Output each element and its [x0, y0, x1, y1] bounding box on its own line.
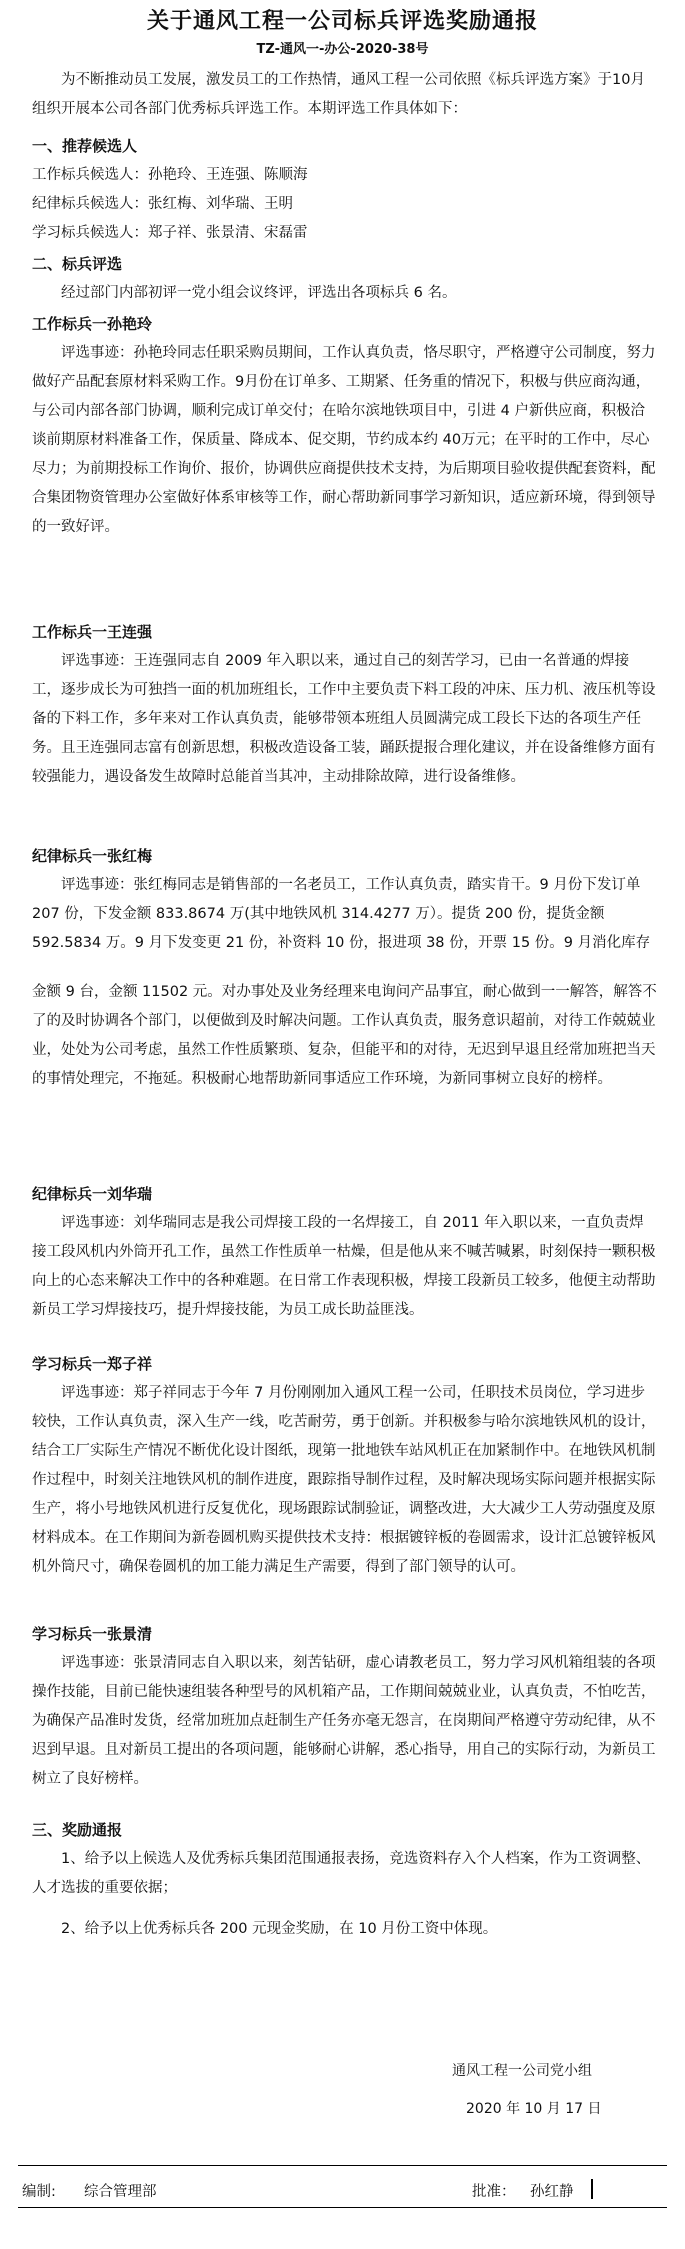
model-text-part2: 金额 9 台，金额 11502 元。对办事处及业务经理来电询问产品事宜，耐心做到一一解答，解答不了的及时协调各个部门，以便做到及时解决问题。工作认真负责，服务意识超前，对待工作兢兢业业，处处为公司考虑，虽然工作性质繁琐、复杂，但能平和的对待，无迟到早退且经常加班把当天的事情处理完，不拖延。积极耐心地帮助新同事适应工作环境，为新同事树立良好的榜样。 [32, 984, 657, 1087]
footer-editor-label: 编制: [22, 2184, 56, 2200]
text-cursor [591, 2179, 593, 2199]
section-candidates [32, 132, 658, 248]
section-selection [32, 250, 658, 308]
section-heading: 二、标兵评选 [32, 255, 123, 273]
discipline-model-1 [32, 842, 658, 958]
model-title: 学习标兵一郑子祥 [32, 1355, 153, 1373]
signature-date: 2020 年 10 月 17 日 [466, 2101, 602, 2117]
reward-item-2: 2、给予以上优秀标兵各 200 元现金奖励，在 10 月份工资中体现。 [61, 1921, 498, 1937]
reward-item-1: 1、给予以上候选人及优秀标兵集团范围通报表扬，竞选资料存入个人档案，作为工资调整、人才选拔的重要依据； [32, 1851, 651, 1896]
signature-org: 通风工程一公司党小组 [452, 2063, 592, 2079]
section-heading: 三、奖励通报 [32, 1821, 123, 1839]
footer-approver-label: 批准： [472, 2184, 516, 2200]
model-text: 评选事迹：王连强同志自 2009 年入职以来，通过自己的刻苦学习，已由一名普通的焊接工，逐步成长为可独挡一面的机加班组长，工作中主要负责下料工段的冲床、压力机、液压机等设备的下料工作，多年来对工作认真负责，能够带领本班组人员圆满完成工段长下达的各项生产任务。且王连强同志富有创新思想，积极改造设备工装，踊跃提报合理化建议，并在设备维修方面有较强能力，遇设备发生故障时总能首当其冲，主动排除故障，进行设备维修。 [32, 653, 656, 785]
footer-editor-value: 综合管理部 [84, 2184, 157, 2200]
candidates-discipline: 纪律标兵候选人：张红梅、刘华瑞、王明 [32, 196, 293, 212]
discipline-model-2 [32, 1180, 658, 1325]
section-rewards [32, 1816, 658, 1903]
model-text-part1: 评选事迹：张红梅同志是销售部的一名老员工，工作认真负责，踏实肯干。9 月份下发订单 207 份，下发金额 833.8674 万(其中地铁风机 314.4277 万）。提货 200 份，提货金额 592.5834 万。9 月下发变更 21 份，补资料 10 份，报进项 38 份，开票 15 份。9 月消化库存 [32, 877, 651, 951]
model-title: 工作标兵一王连强 [32, 623, 153, 641]
work-model-2 [32, 618, 658, 792]
study-model-1 [32, 1350, 658, 1582]
work-model-1 [32, 310, 658, 542]
intro-block [32, 66, 658, 124]
model-title: 工作标兵一孙艳玲 [32, 315, 153, 333]
model-text: 评选事迹：刘华瑞同志是我公司焊接工段的一名焊接工，自 2011 年入职以来，一直负责焊接工段风机内外筒开孔工作，虽然工作性质单一枯燥，但是他从来不喊苦喊累，时刻保持一颗积极向上的心态来解决工作中的各种难题。在日常工作表现积极，焊接工段新员工较多，他便主动帮助新员工学习焊接技巧，提升焊接技能，为员工成长助益匪浅。 [32, 1215, 656, 1318]
model-text: 评选事迹：张景清同志自入职以来，刻苦钻研，虚心请教老员工，努力学习风机箱组装的各项操作技能，目前已能快速组装各种型号的风机箱产品，工作期间兢兢业业，认真负责，不怕吃苦，为确保产品准时发货，经常加班加点赶制生产任务亦毫无怨言，在岗期间严格遵守劳动纪律，从不迟到早退。且对新员工提出的各项问题，能够耐心讲解，悉心指导，用自己的实际行动，为新员工树立了良好榜样。 [32, 1655, 656, 1787]
footer-approver-value: 孙红静 [530, 2184, 574, 2200]
model-text: 评选事迹：郑子祥同志于今年 7 月份刚刚加入通风工程一公司，任职技术员岗位，学习进步较快，工作认真负责，深入生产一线，吃苦耐劳，勇于创新。并积极参与哈尔滨地铁风机的设计，结合工厂实际生产情况不断优化设计图纸，现第一批地铁车站风机正在加紧制作中。在地铁风机制作过程中，时刻关注地铁风机的制作进度，跟踪指导制作过程，及时解决现场实际问题并根据实际生产，将小号地铁风机进行反复优化，现场跟踪试制验证，调整改进，大大减少工人劳动强度及原材料成本。在工作期间为新卷圆机购买提供技术支持：根据镀锌板的卷圆需求，设计汇总镀锌板风机外筒尺寸，确保卷圆机的加工能力满足生产需要，得到了部门领导的认可。 [32, 1385, 656, 1575]
model-title: 纪律标兵一刘华瑞 [32, 1185, 153, 1203]
footer-top-rule [18, 2165, 667, 2166]
intro-paragraph: 为不断推动员工发展，激发员工的工作热情，通风工程一公司依照《标兵评选方案》于10月组织开展本公司各部门优秀标兵评选工作。本期评选工作具体如下： [32, 72, 645, 117]
model-text: 评选事迹：孙艳玲同志任职采购员期间，工作认真负责，恪尽职守，严格遵守公司制度，努力做好产品配套原材料采购工作。9月份在订单多、工期紧、任务重的情况下，积极与供应商沟通，与公司内部各部门协调，顺利完成订单交付；在哈尔滨地铁项目中，引进 4 户新供应商，积极洽谈前期原材料准备工作，保质量、降成本、促交期，节约成本约 40万元；在平时的工作中，尽心尽力；为前期投标工作询价、报价，协调供应商提供技术支持，为后期项目验收提供配套资料，配合集团物资管理办公室做好体系审核等工作，耐心帮助新同事学习新知识，适应新环境，得到领导的一致好评。 [32, 345, 656, 535]
model-title: 纪律标兵一张红梅 [32, 847, 153, 865]
footer-bottom-rule [18, 2207, 667, 2208]
model-title: 学习标兵一张景清 [32, 1625, 153, 1643]
selection-intro: 经过部门内部初评一党小组会议终评，评选出各项标兵 6 名。 [61, 285, 457, 301]
discipline-model-1-continued [32, 978, 658, 1094]
candidates-work: 工作标兵候选人：孙艳玲、王连强、陈顺海 [32, 167, 308, 183]
document-number: TZ-通风一-办公-2020-38号 [256, 42, 429, 57]
study-model-2 [32, 1620, 658, 1794]
document-title: 关于通风工程一公司标兵评选奖励通报 [146, 9, 538, 34]
candidates-study: 学习标兵候选人：郑子祥、张景清、宋磊雷 [32, 225, 308, 241]
section-heading: 一、推荐候选人 [32, 137, 138, 155]
section-rewards-item2 [32, 1915, 658, 1944]
